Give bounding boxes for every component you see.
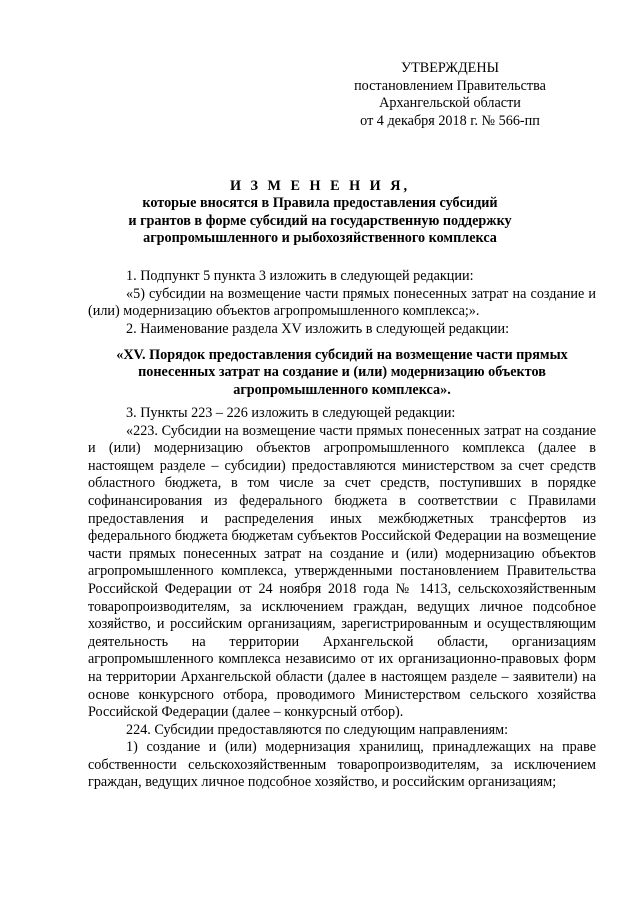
- section-title-line: «XV. Порядок предоставления субсидий на возмещение части прямых: [116, 347, 568, 363]
- paragraph: 3. Пункты 223 – 226 изложить в следующей редакции:: [126, 405, 456, 421]
- paragraph: 224. Субсидии предоставляются по следующим направлениям:: [126, 721, 509, 738]
- paragraph: «223. Субсидии на возмещение части прямых понесенных затрат на создание и (или) модернизацию объектов агропромышленного комплекса (далее в настоящем разделе – субсидии) предоставляются министерством за счет средств областного бюджета, в том числе за счет средств, поступивших в порядке софинансирования из федерального бюджета в соответствии с Правилами предоставления и распределения иных межбюджетных трансфертов из федерального бюджета бюджетам субъектов Российской Федерации на возмещение части прямых понесенных затрат на создание и (или) модернизацию объектов агропромышленного комплекса, утвержденными постановлением Правительства Российской Федерации от 24 ноября 2018 года № 1413, сельскохозяйственным товаропроизводителям, за исключением граждан, ведущих личное подсобное хозяйство, и российским организациям, зарегистрированным и осуществляющим деятельность на территории Архангельской области, организациям агропромышленного комплекса независимо от их организационно-правовых форм на территории Архангельской области (далее в настоящем разделе – заявители) на основе конкурсного отбора, проводимого Министерством сельского хозяйства Российской Федерации (далее – конкурсный отбор).: [88, 422, 596, 721]
- document-title: И З М Е Н Е Н И Я,: [229, 178, 411, 194]
- paragraph: 2. Наименование раздела XV изложить в следующей редакции:: [126, 320, 510, 337]
- document-subtitle-line: которые вносятся в Правила предоставления субсидий: [142, 195, 498, 212]
- body-text-top: [88, 268, 596, 338]
- approval-date: от 4 декабря 2018 г. № 566-пп: [360, 112, 540, 129]
- section-title: [88, 347, 596, 399]
- approval-title: УТВЕРЖДЕНЫ: [401, 60, 499, 76]
- body-text-bottom: [88, 405, 596, 792]
- section-title-line: понесенных затрат на создание и (или) модернизацию объектов: [138, 364, 546, 381]
- document-heading: [80, 178, 560, 247]
- approval-line: постановлением Правительства: [354, 77, 546, 94]
- document-subtitle-line: агропромышленного и рыбохозяйственного комплекса: [143, 229, 497, 246]
- paragraph: 1) создание и (или) модернизация хранилищ, принадлежащих на праве собственности сельскохозяйственным товаропроизводителям, за исключением граждан, ведущих личное подсобное хозяйство, и российским организациям;: [88, 739, 596, 791]
- paragraph: «5) субсидии на возмещение части прямых понесенных затрат на создание и (или) модернизацию объектов агропромышленного комплекса;».: [88, 285, 596, 320]
- approval-block: [350, 60, 550, 130]
- approval-line: Архангельской области: [379, 95, 521, 111]
- paragraph: 1. Подпункт 5 пункта 3 изложить в следующей редакции:: [126, 268, 474, 284]
- document-subtitle-line: и грантов в форме субсидий на государственную поддержку: [128, 212, 512, 229]
- section-title-line: агропромышленного комплекса».: [233, 381, 451, 398]
